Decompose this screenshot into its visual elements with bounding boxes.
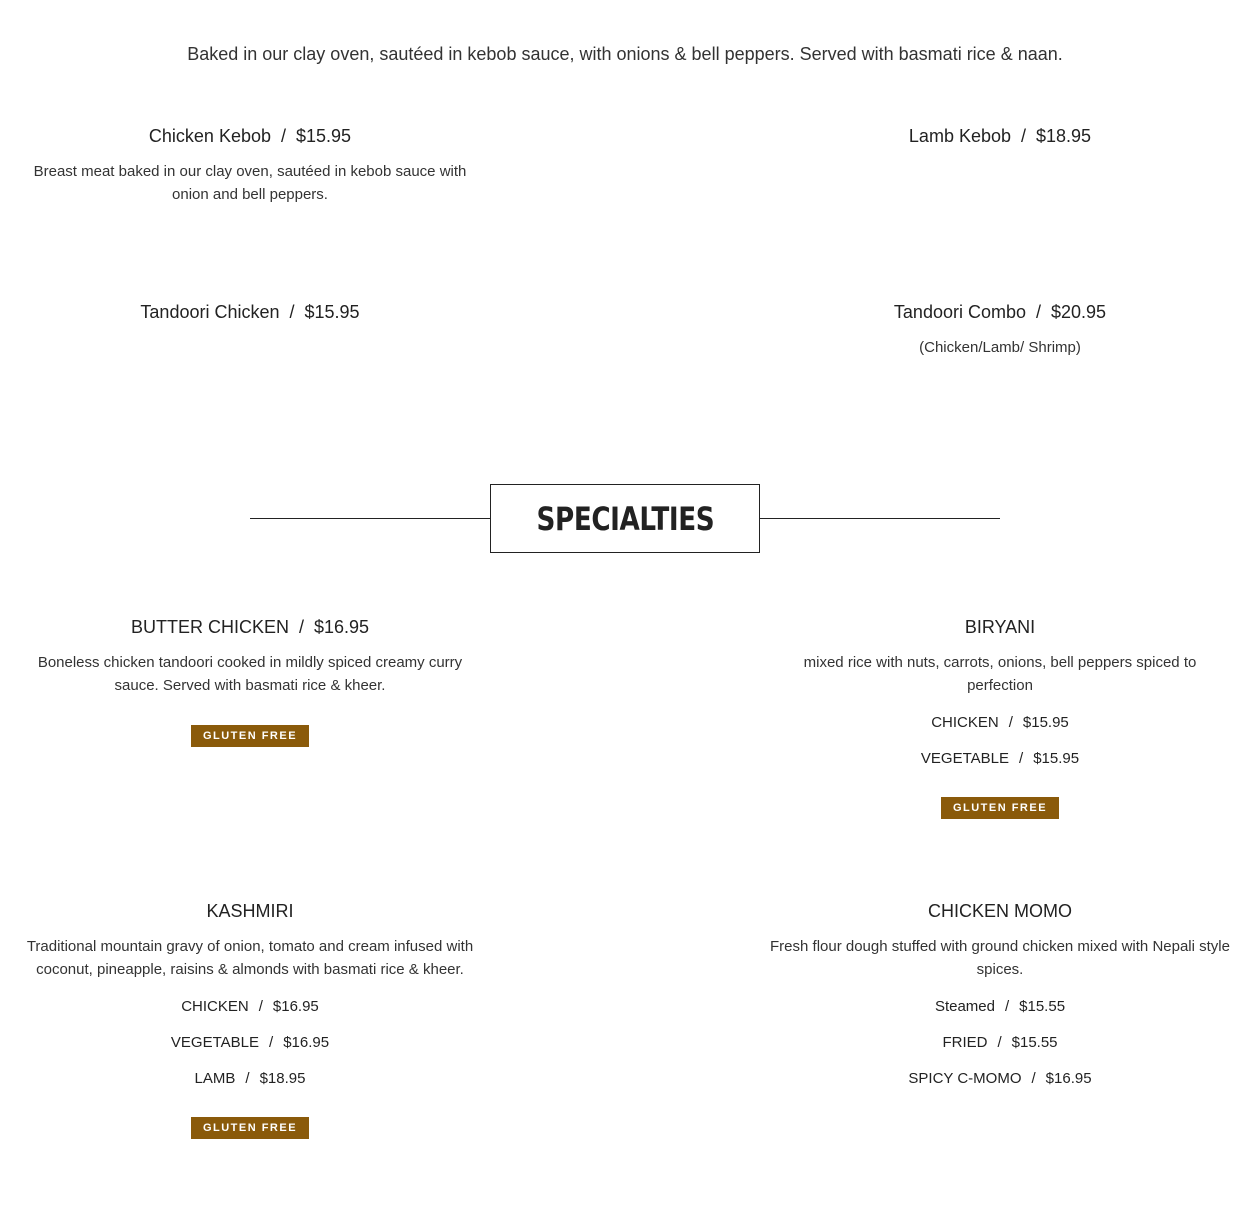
item-name: BIRYANI: [964, 617, 1036, 637]
price-separator: /: [1021, 126, 1027, 146]
item-name: Tandoori Chicken: [140, 302, 280, 322]
menu-item-chicken-kebob: [20, 124, 480, 206]
variant-row: [20, 997, 480, 1017]
price-separator: /: [1031, 1070, 1036, 1087]
variant-price: $15.55: [1011, 1034, 1058, 1051]
item-title: [770, 615, 1230, 639]
variant-price: $16.95: [283, 1034, 330, 1051]
variant-name: VEGETABLE: [920, 750, 1010, 767]
item-description: mixed rice with nuts, carrots, onions, bell peppers spiced to perfection: [803, 654, 1197, 694]
variant-row: [770, 997, 1230, 1017]
variant-name: SPICY C-MOMO: [908, 1070, 1022, 1087]
price-separator: /: [281, 126, 287, 146]
gluten-free-badge: GLUTEN FREE: [941, 797, 1059, 819]
item-price: $15.95: [296, 126, 352, 146]
item-name: Chicken Kebob: [148, 126, 271, 146]
price-separator: /: [1008, 714, 1013, 731]
price-separator: /: [1036, 302, 1042, 322]
variant-name: Steamed: [934, 998, 995, 1015]
item-title: [770, 899, 1230, 923]
price-separator: /: [997, 1034, 1002, 1051]
variant-row: [20, 1069, 480, 1089]
variant-price: $16.95: [272, 998, 319, 1015]
menu-item-butter-chicken: [20, 615, 480, 747]
item-price: $20.95: [1051, 302, 1107, 322]
item-description: Boneless chicken tandoori cooked in mildly spiced creamy curry sauce. Served with basmati rice & kheer.: [37, 654, 463, 694]
variant-row: [770, 1033, 1230, 1053]
item-title: [770, 300, 1230, 324]
section-title: SPECIALTIES: [536, 500, 714, 538]
item-name: Tandoori Combo: [893, 302, 1026, 322]
variant-row: [20, 1033, 480, 1053]
menu-item-biryani: [770, 615, 1230, 819]
variant-row: [770, 713, 1230, 733]
heading-box: [490, 484, 760, 553]
variant-name: VEGETABLE: [170, 1034, 260, 1051]
price-separator: /: [1019, 750, 1024, 767]
gluten-free-badge: GLUTEN FREE: [191, 725, 309, 747]
item-description: Breast meat baked in our clay oven, sautéed in kebob sauce with onion and bell peppers.: [33, 163, 467, 203]
item-name: CHICKEN MOMO: [928, 901, 1072, 921]
item-description: Fresh flour dough stuffed with ground chicken mixed with Nepali style spices.: [770, 938, 1230, 978]
variant-name: CHICKEN: [931, 714, 999, 731]
item-title: [20, 124, 480, 148]
item-name: BUTTER CHICKEN: [130, 617, 289, 637]
menu-item-chicken-momo: [770, 899, 1230, 1089]
variant-name: FRIED: [942, 1034, 988, 1051]
item-description: (Chicken/Lamb/ Shrimp): [919, 339, 1081, 356]
item-title: [20, 899, 480, 923]
menu-item-tandoori-combo: [770, 300, 1230, 359]
item-description: Traditional mountain gravy of onion, tomato and cream infused with coconut, pineapple, raisins & almonds with basmati rice & kheer.: [26, 938, 474, 978]
item-price: $15.95: [304, 302, 360, 322]
item-title: [20, 300, 480, 324]
section-intro: Baked in our clay oven, sautéed in kebob sauce, with onions & bell peppers. Served with basmati rice & naan.: [187, 44, 1063, 64]
item-name: KASHMIRI: [206, 901, 294, 921]
variant-price: $16.95: [1045, 1070, 1092, 1087]
price-separator: /: [245, 1070, 250, 1087]
price-separator: /: [1004, 998, 1010, 1015]
menu-item-kashmiri: [20, 899, 480, 1139]
item-name: Lamb Kebob: [908, 126, 1011, 146]
price-separator: /: [269, 1034, 274, 1051]
heading-rule-left: [250, 518, 490, 519]
variant-name: CHICKEN: [181, 998, 249, 1015]
variant-price: $15.95: [1033, 750, 1080, 767]
item-price: $18.95: [1036, 126, 1092, 146]
variant-price: $15.95: [1022, 714, 1069, 731]
menu-item-tandoori-chicken: [20, 300, 480, 324]
price-separator: /: [258, 998, 263, 1015]
variant-row: [770, 749, 1230, 769]
item-title: [770, 124, 1230, 148]
item-title: [20, 615, 480, 639]
variant-price: $15.55: [1019, 998, 1066, 1015]
item-price: $16.95: [313, 617, 370, 637]
price-separator: /: [298, 617, 304, 637]
menu-item-lamb-kebob: [770, 124, 1230, 148]
price-separator: /: [289, 302, 295, 322]
variant-row: [770, 1069, 1230, 1089]
heading-rule-right: [760, 518, 1000, 519]
section-heading-specialties: [0, 484, 1250, 553]
variant-price: $18.95: [259, 1070, 306, 1087]
gluten-free-badge: GLUTEN FREE: [191, 1117, 309, 1139]
variant-name: LAMB: [194, 1070, 236, 1087]
